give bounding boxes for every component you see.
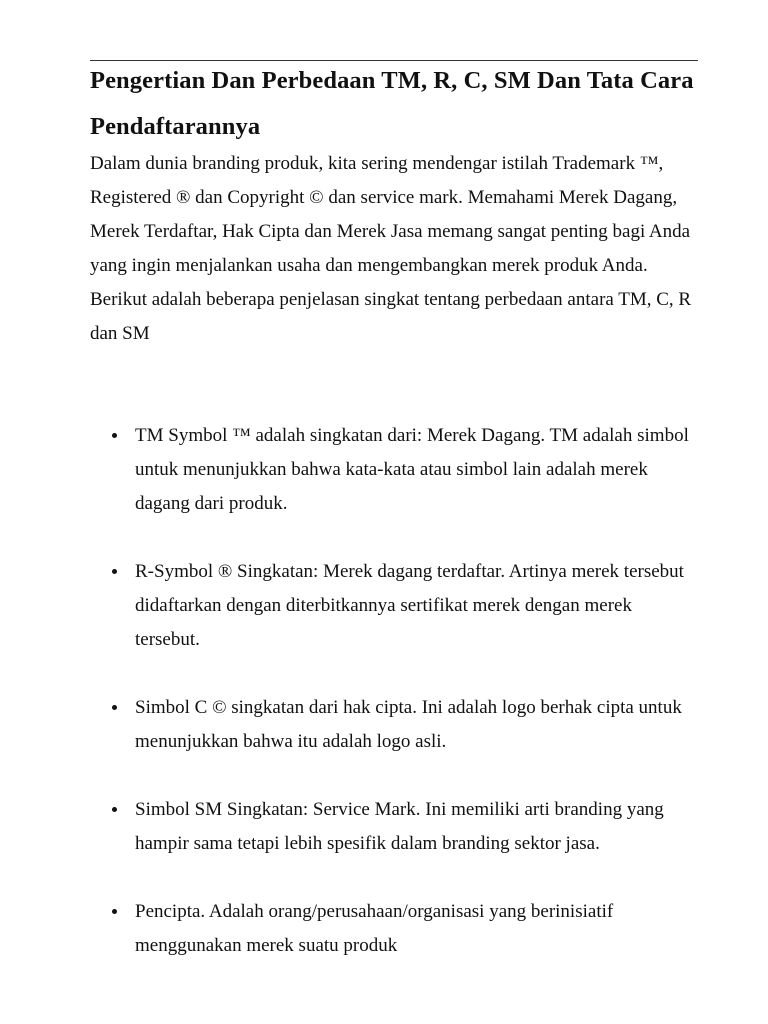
list-item-text: Pencipta. Adalah orang/perusahaan/organisasi yang berinisiatif menggunakan merek suatu produk (135, 901, 614, 956)
document-title: Pengertian Dan Perbedaan TM, R, C, SM Dan Tata Cara Pendaftarannya (90, 67, 694, 140)
bullet-dot-icon (112, 569, 117, 574)
bullet-dot-icon (112, 909, 117, 914)
list-item-text: Simbol SM Singkatan: Service Mark. Ini memiliki arti branding yang hampir sama tetapi lebih spesifik dalam branding sektor jasa. (135, 799, 664, 854)
list-item-text: TM Symbol ™ adalah singkatan dari: Merek Dagang. TM adalah simbol untuk menunjukkan bahwa kata-kata atau simbol lain adalah merek dagang dari produk. (135, 425, 689, 514)
list-item-text: Simbol C © singkatan dari hak cipta. Ini adalah logo berhak cipta untuk menunjukkan bahwa itu adalah logo asli. (135, 697, 682, 752)
list-item-text: R-Symbol ® Singkatan: Merek dagang terdaftar. Artinya merek tersebut didaftarkan dengan diterbitkannya sertifikat merek dengan merek tersebut. (135, 561, 684, 650)
bullet-dot-icon (112, 705, 117, 710)
bullet-dot-icon (112, 807, 117, 812)
bullet-dot-icon (112, 433, 117, 438)
intro-paragraph: Dalam dunia branding produk, kita sering mendengar istilah Trademark ™, Registered ® dan Copyright © dan service mark. Memahami Merek Dagang, Merek Terdaftar, Hak Cipta dan Merek Jasa memang sangat penting bagi Anda yang ingin menjalankan usaha dan mengembangkan merek produk Anda. Berikut adalah beberapa penjelasan singkat tentang perbedaan antara TM, C, R dan SM (90, 153, 692, 344)
